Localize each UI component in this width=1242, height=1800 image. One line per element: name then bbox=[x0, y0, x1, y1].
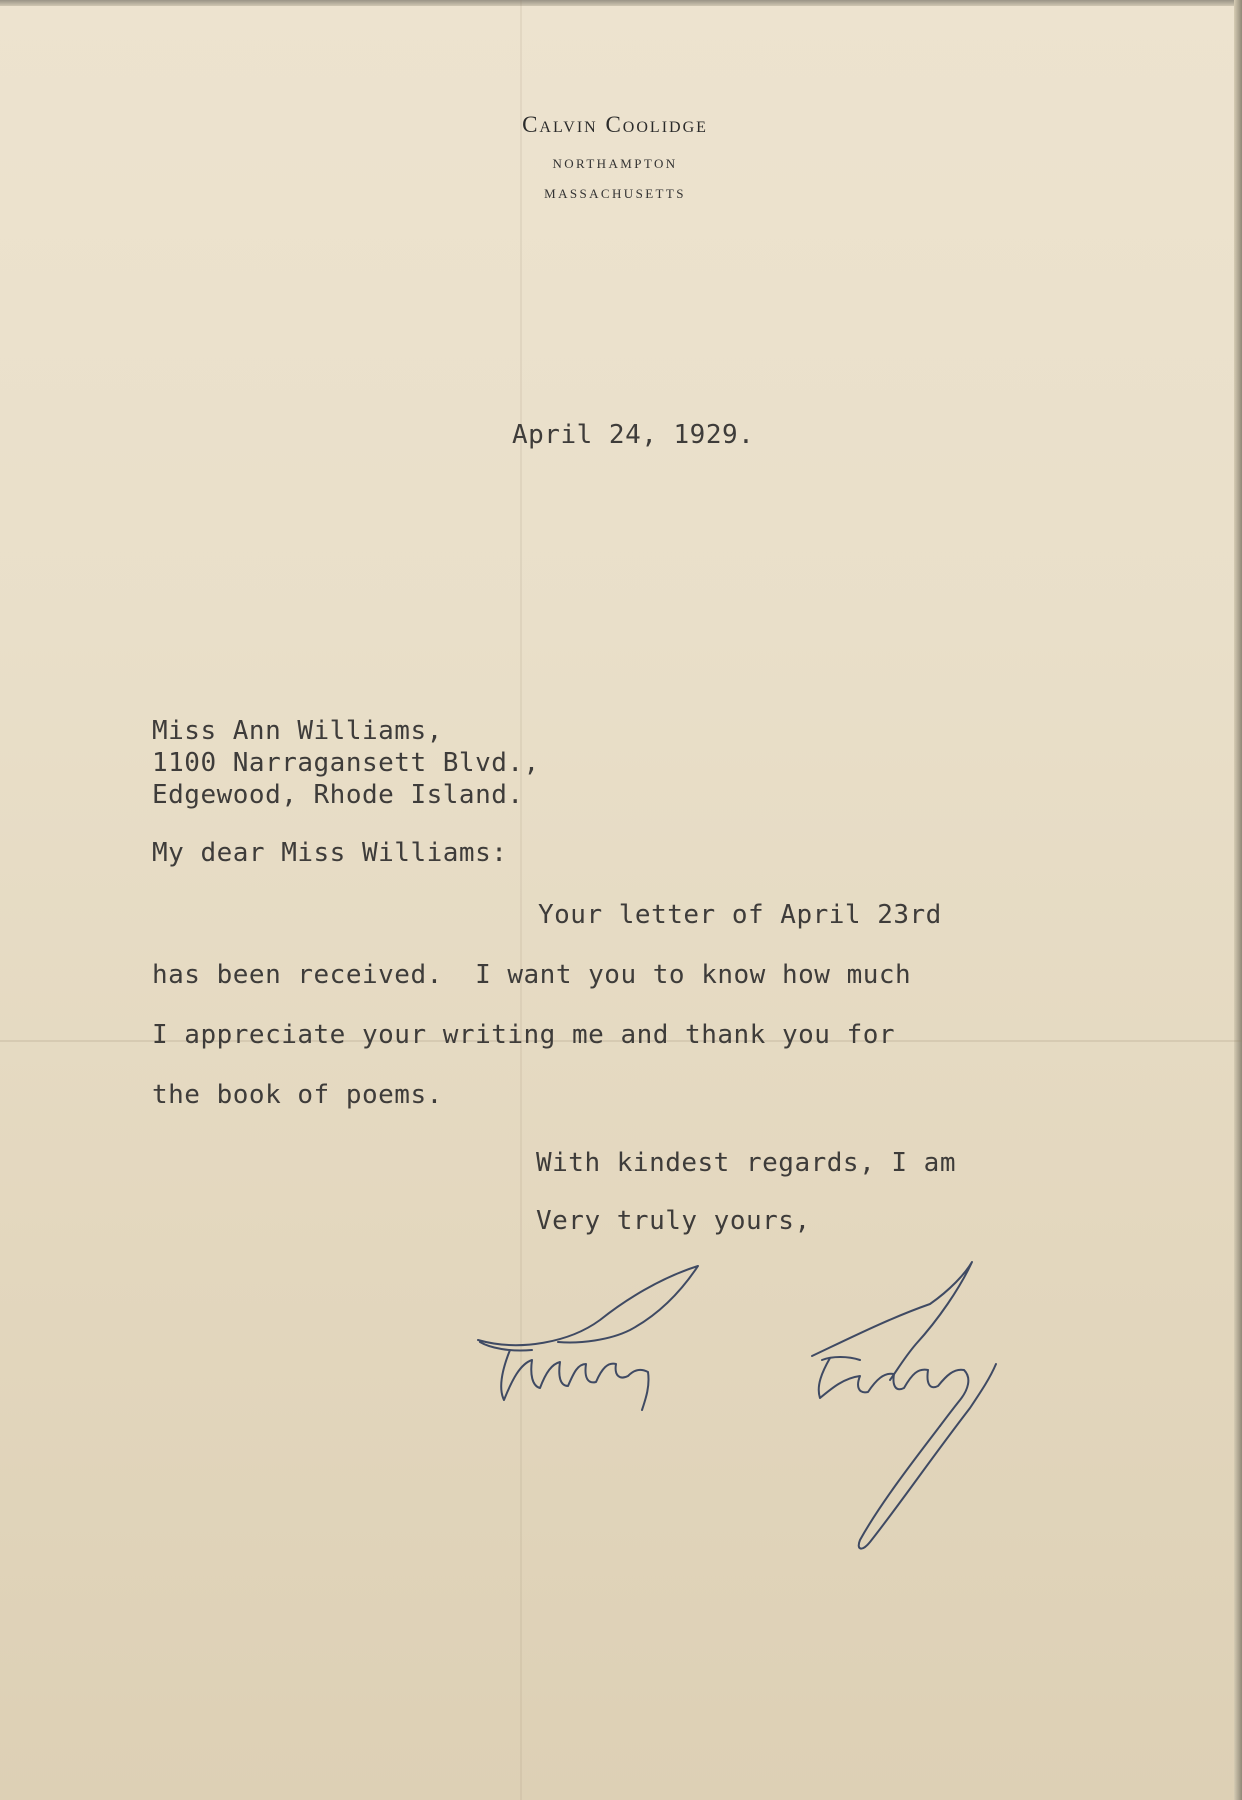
closing-valediction: Very truly yours, bbox=[536, 1206, 811, 1236]
paper-top-edge bbox=[0, 0, 1242, 6]
signature-tail-loop bbox=[859, 1364, 996, 1549]
salutation: My dear Miss Williams: bbox=[152, 838, 508, 868]
body-line-1: Your letter of April 23rd bbox=[538, 900, 942, 930]
letter-date: April 24, 1929. bbox=[512, 420, 755, 450]
recipient-city: Edgewood, Rhode Island. bbox=[152, 780, 524, 810]
body-line-3: I appreciate your writing me and thank you for bbox=[152, 1020, 896, 1050]
signature-last-name-flourish bbox=[812, 1262, 972, 1380]
closing-regards: With kindest regards, I am bbox=[536, 1148, 956, 1178]
signature-first-name-flourish bbox=[478, 1266, 698, 1345]
handwritten-signature bbox=[460, 1260, 1080, 1560]
recipient-name: Miss Ann Williams, bbox=[152, 716, 443, 746]
signature-first-name bbox=[480, 1342, 649, 1410]
letterhead-state: MASSACHUSETTS bbox=[544, 186, 686, 201]
letterhead-city: NORTHAMPTON bbox=[552, 156, 678, 171]
body-line-2: has been received. I want you to know how much bbox=[152, 960, 912, 990]
signature-last-name bbox=[819, 1357, 969, 1426]
body-line-4: the book of poems. bbox=[152, 1080, 443, 1110]
recipient-street: 1100 Narragansett Blvd., bbox=[152, 748, 540, 778]
letterhead-name: Calvin Coolidge bbox=[522, 112, 708, 137]
paper-right-edge bbox=[1234, 0, 1242, 1800]
